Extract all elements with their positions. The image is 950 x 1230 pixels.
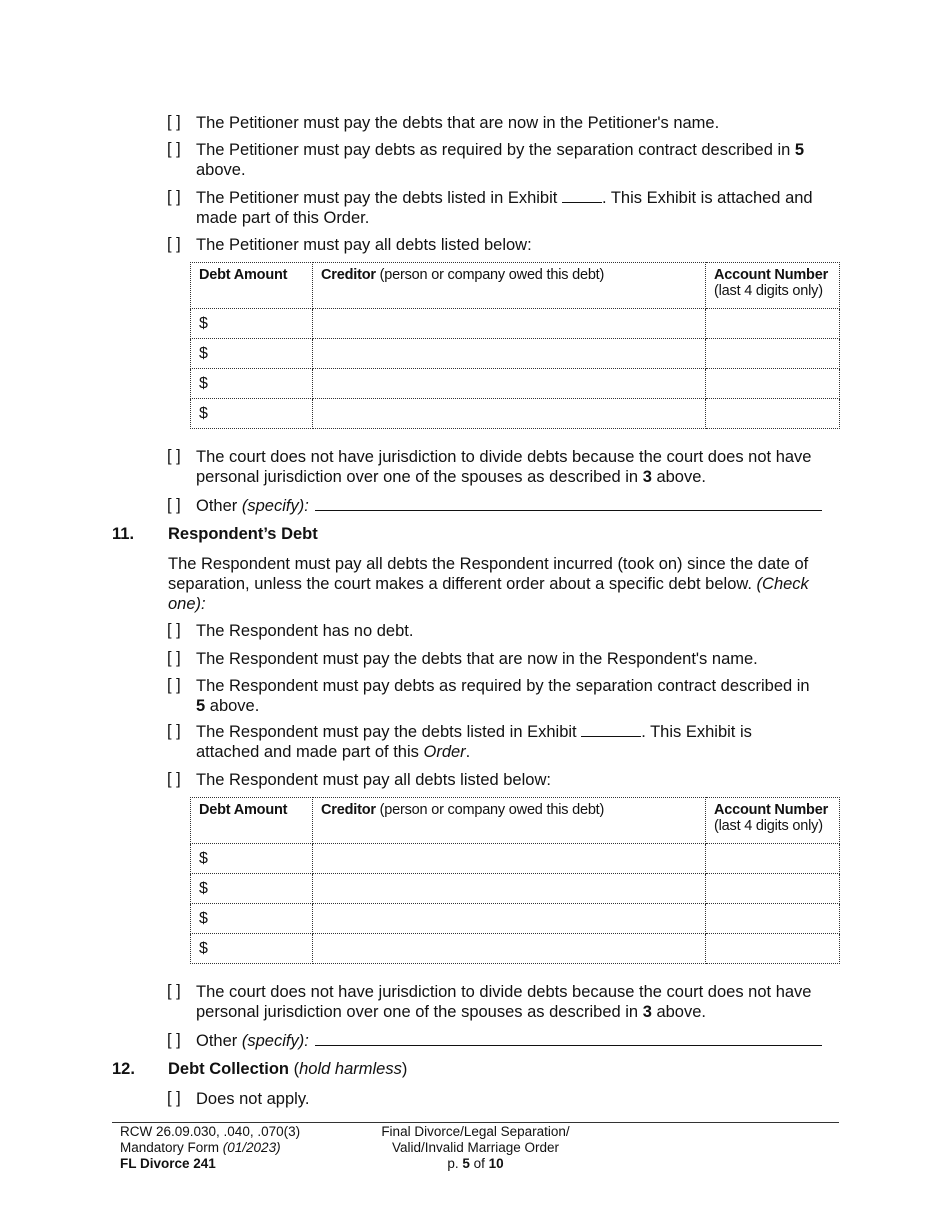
section-11-number: 11.: [112, 525, 135, 543]
section-ref: 3: [642, 1003, 652, 1021]
table-row: [191, 399, 840, 429]
option-text-c: above.: [651, 1003, 706, 1021]
table-row: [191, 309, 840, 339]
footer-mandatory: Mandatory Form (01/2023): [120, 1140, 281, 1155]
option-text-c: attached and made part of this: [196, 743, 424, 761]
checkbox-respondent-no-jurisdiction[interactable]: [ ]: [167, 982, 181, 1000]
account-number-cell[interactable]: [706, 874, 840, 904]
period: .: [465, 743, 471, 761]
header-account-number: Account Number (last 4 digits only): [706, 263, 840, 309]
petitioner-option-no-jurisdiction: [196, 447, 841, 487]
account-number-cell[interactable]: [706, 904, 840, 934]
debt-amount-cell[interactable]: $: [191, 844, 313, 874]
other-specify-blank[interactable]: [315, 496, 822, 511]
creditor-cell[interactable]: [313, 844, 706, 874]
table-row: [191, 844, 840, 874]
section-subtitle: hold harmless: [299, 1060, 402, 1078]
section-title-text: Debt Collection: [168, 1060, 290, 1078]
intro-text: The Respondent must pay all debts the Respondent incurred (took on) since the date of: [168, 555, 809, 573]
respondent-option-no-debt: [196, 621, 841, 641]
option-text-c: above.: [651, 468, 706, 486]
option-text: The court does not have jurisdiction to divide debts because the court does not have: [196, 983, 812, 1001]
option-text: The Respondent must pay all debts listed below:: [196, 771, 551, 789]
section-11-title: Respondent’s Debt: [168, 525, 318, 543]
option-text: The Respondent must pay the debts listed in Exhibit: [196, 723, 582, 741]
account-number-cell[interactable]: [706, 399, 840, 429]
account-number-cell[interactable]: [706, 934, 840, 964]
option-text-b: personal jurisdiction over one of the spouses as described in: [196, 468, 643, 486]
header-creditor: Creditor (person or company owed this debt): [313, 263, 706, 309]
table-row: [191, 369, 840, 399]
checkbox-respondent-exhibit[interactable]: [ ]: [167, 722, 181, 740]
table-row: [191, 874, 840, 904]
respondent-option-all-debts: [196, 770, 841, 790]
petitioner-option-own-name: [196, 113, 841, 133]
creditor-cell[interactable]: [313, 874, 706, 904]
checkbox-respondent-separation-contract[interactable]: [ ]: [167, 676, 181, 694]
footer-center: [358, 1124, 593, 1172]
footer-title-a: Final Divorce/Legal Separation/: [381, 1124, 570, 1139]
account-number-cell[interactable]: [706, 339, 840, 369]
creditor-cell[interactable]: [313, 339, 706, 369]
debt-amount-cell[interactable]: $: [191, 399, 313, 429]
checkbox-respondent-other[interactable]: [ ]: [167, 1031, 181, 1049]
debt-amount-cell[interactable]: $: [191, 369, 313, 399]
specify-label: (specify):: [241, 497, 309, 515]
section-ref: 5: [196, 697, 206, 715]
other-label: Other: [196, 497, 242, 515]
debt-amount-cell[interactable]: $: [191, 874, 313, 904]
checkbox-petitioner-exhibit[interactable]: [ ]: [167, 188, 181, 206]
checkbox-petitioner-other[interactable]: [ ]: [167, 496, 181, 514]
option-text-cont: above.: [196, 161, 246, 179]
creditor-cell[interactable]: [313, 369, 706, 399]
specify-label: (specify):: [241, 1032, 309, 1050]
section-12-title: [168, 1060, 407, 1079]
footer-title-b: Valid/Invalid Marriage Order: [391, 1140, 560, 1155]
checkbox-petitioner-all-debts[interactable]: [ ]: [167, 235, 181, 253]
respondent-debt-table: [190, 797, 840, 964]
header-account-number: Account Number (last 4 digits only): [706, 798, 840, 844]
creditor-cell[interactable]: [313, 309, 706, 339]
section-11-intro: [168, 554, 840, 614]
account-number-cell[interactable]: [706, 844, 840, 874]
debt-amount-cell[interactable]: $: [191, 339, 313, 369]
table-header-row: [191, 798, 840, 844]
footer-left: [120, 1124, 300, 1172]
respondent-option-no-jurisdiction: [196, 982, 841, 1022]
footer-form-id: FL Divorce 241: [120, 1156, 216, 1171]
petitioner-option-other: [196, 496, 841, 516]
checkbox-respondent-own-name[interactable]: [ ]: [167, 649, 181, 667]
paren-open: (: [289, 1060, 300, 1078]
respondent-option-exhibit: [196, 722, 841, 762]
respondent-option-other: [196, 1031, 841, 1051]
creditor-cell[interactable]: [313, 399, 706, 429]
header-creditor: Creditor (person or company owed this debt): [313, 798, 706, 844]
account-number-cell[interactable]: [706, 309, 840, 339]
checkbox-does-not-apply[interactable]: [ ]: [167, 1089, 181, 1107]
creditor-cell[interactable]: [313, 904, 706, 934]
option-text-b: above.: [205, 697, 260, 715]
checkbox-petitioner-separation-contract[interactable]: [ ]: [167, 140, 181, 158]
option-text: The court does not have jurisdiction to divide debts because the court does not have: [196, 448, 812, 466]
respondent-option-own-name: [196, 649, 841, 669]
other-specify-blank[interactable]: [315, 1031, 822, 1046]
debt-amount-cell[interactable]: $: [191, 934, 313, 964]
option-text-c: made part of this Order.: [196, 209, 370, 227]
option-does-not-apply: [196, 1089, 841, 1109]
exhibit-blank[interactable]: [562, 188, 602, 203]
option-text: The Petitioner must pay debts as required by the separation contract described in: [196, 141, 795, 159]
other-label: Other: [196, 1032, 242, 1050]
option-text: The Petitioner must pay all debts listed below:: [196, 236, 532, 254]
section-12-number: 12.: [112, 1060, 135, 1078]
table-header-row: [191, 263, 840, 309]
checkbox-respondent-no-debt[interactable]: [ ]: [167, 621, 181, 639]
exhibit-blank[interactable]: [581, 722, 641, 737]
order-word: Order: [423, 743, 466, 761]
table-row: [191, 339, 840, 369]
petitioner-debt-table: [190, 262, 840, 429]
intro-check-note-b: one):: [168, 595, 206, 613]
footer-rcw: RCW 26.09.030, .040, .070(3): [120, 1124, 301, 1139]
option-text: The Petitioner must pay the debts that are now in the Petitioner's name.: [196, 114, 720, 132]
option-text-b: . This Exhibit is: [641, 723, 752, 741]
petitioner-option-all-debts: [196, 235, 841, 255]
debt-amount-cell[interactable]: $: [191, 904, 313, 934]
option-text: The Petitioner must pay the debts listed in Exhibit: [196, 189, 562, 207]
paren-close: ): [401, 1060, 408, 1078]
option-text-b: personal jurisdiction over one of the spouses as described in: [196, 1003, 643, 1021]
checkbox-petitioner-no-jurisdiction[interactable]: [ ]: [167, 447, 181, 465]
petitioner-option-exhibit: [196, 188, 841, 228]
option-text-b: . This Exhibit is attached and: [601, 189, 813, 207]
footer-page-number: p. 5 of 10: [447, 1156, 504, 1171]
account-number-cell[interactable]: [706, 369, 840, 399]
table-row: [191, 904, 840, 934]
option-text: The Respondent must pay debts as required by the separation contract described in: [196, 677, 810, 695]
intro-text-b: separation, unless the court makes a different order about a specific debt below.: [168, 575, 757, 593]
petitioner-option-separation-contract: [196, 140, 841, 180]
checkbox-respondent-all-debts[interactable]: [ ]: [167, 770, 181, 788]
option-text: Does not apply.: [196, 1090, 310, 1108]
creditor-cell[interactable]: [313, 934, 706, 964]
intro-check-note: (Check: [756, 575, 809, 593]
header-debt-amount: Debt Amount: [191, 263, 313, 309]
footer-divider: [112, 1122, 839, 1123]
respondent-option-separation-contract: [196, 676, 841, 716]
header-debt-amount: Debt Amount: [191, 798, 313, 844]
section-ref: 5: [794, 141, 805, 159]
option-text: The Respondent has no debt.: [196, 622, 414, 640]
checkbox-petitioner-own-name[interactable]: [ ]: [167, 113, 181, 131]
option-text: The Respondent must pay the debts that are now in the Respondent's name.: [196, 650, 758, 668]
debt-amount-cell[interactable]: $: [191, 309, 313, 339]
section-ref: 3: [642, 468, 652, 486]
table-row: [191, 934, 840, 964]
